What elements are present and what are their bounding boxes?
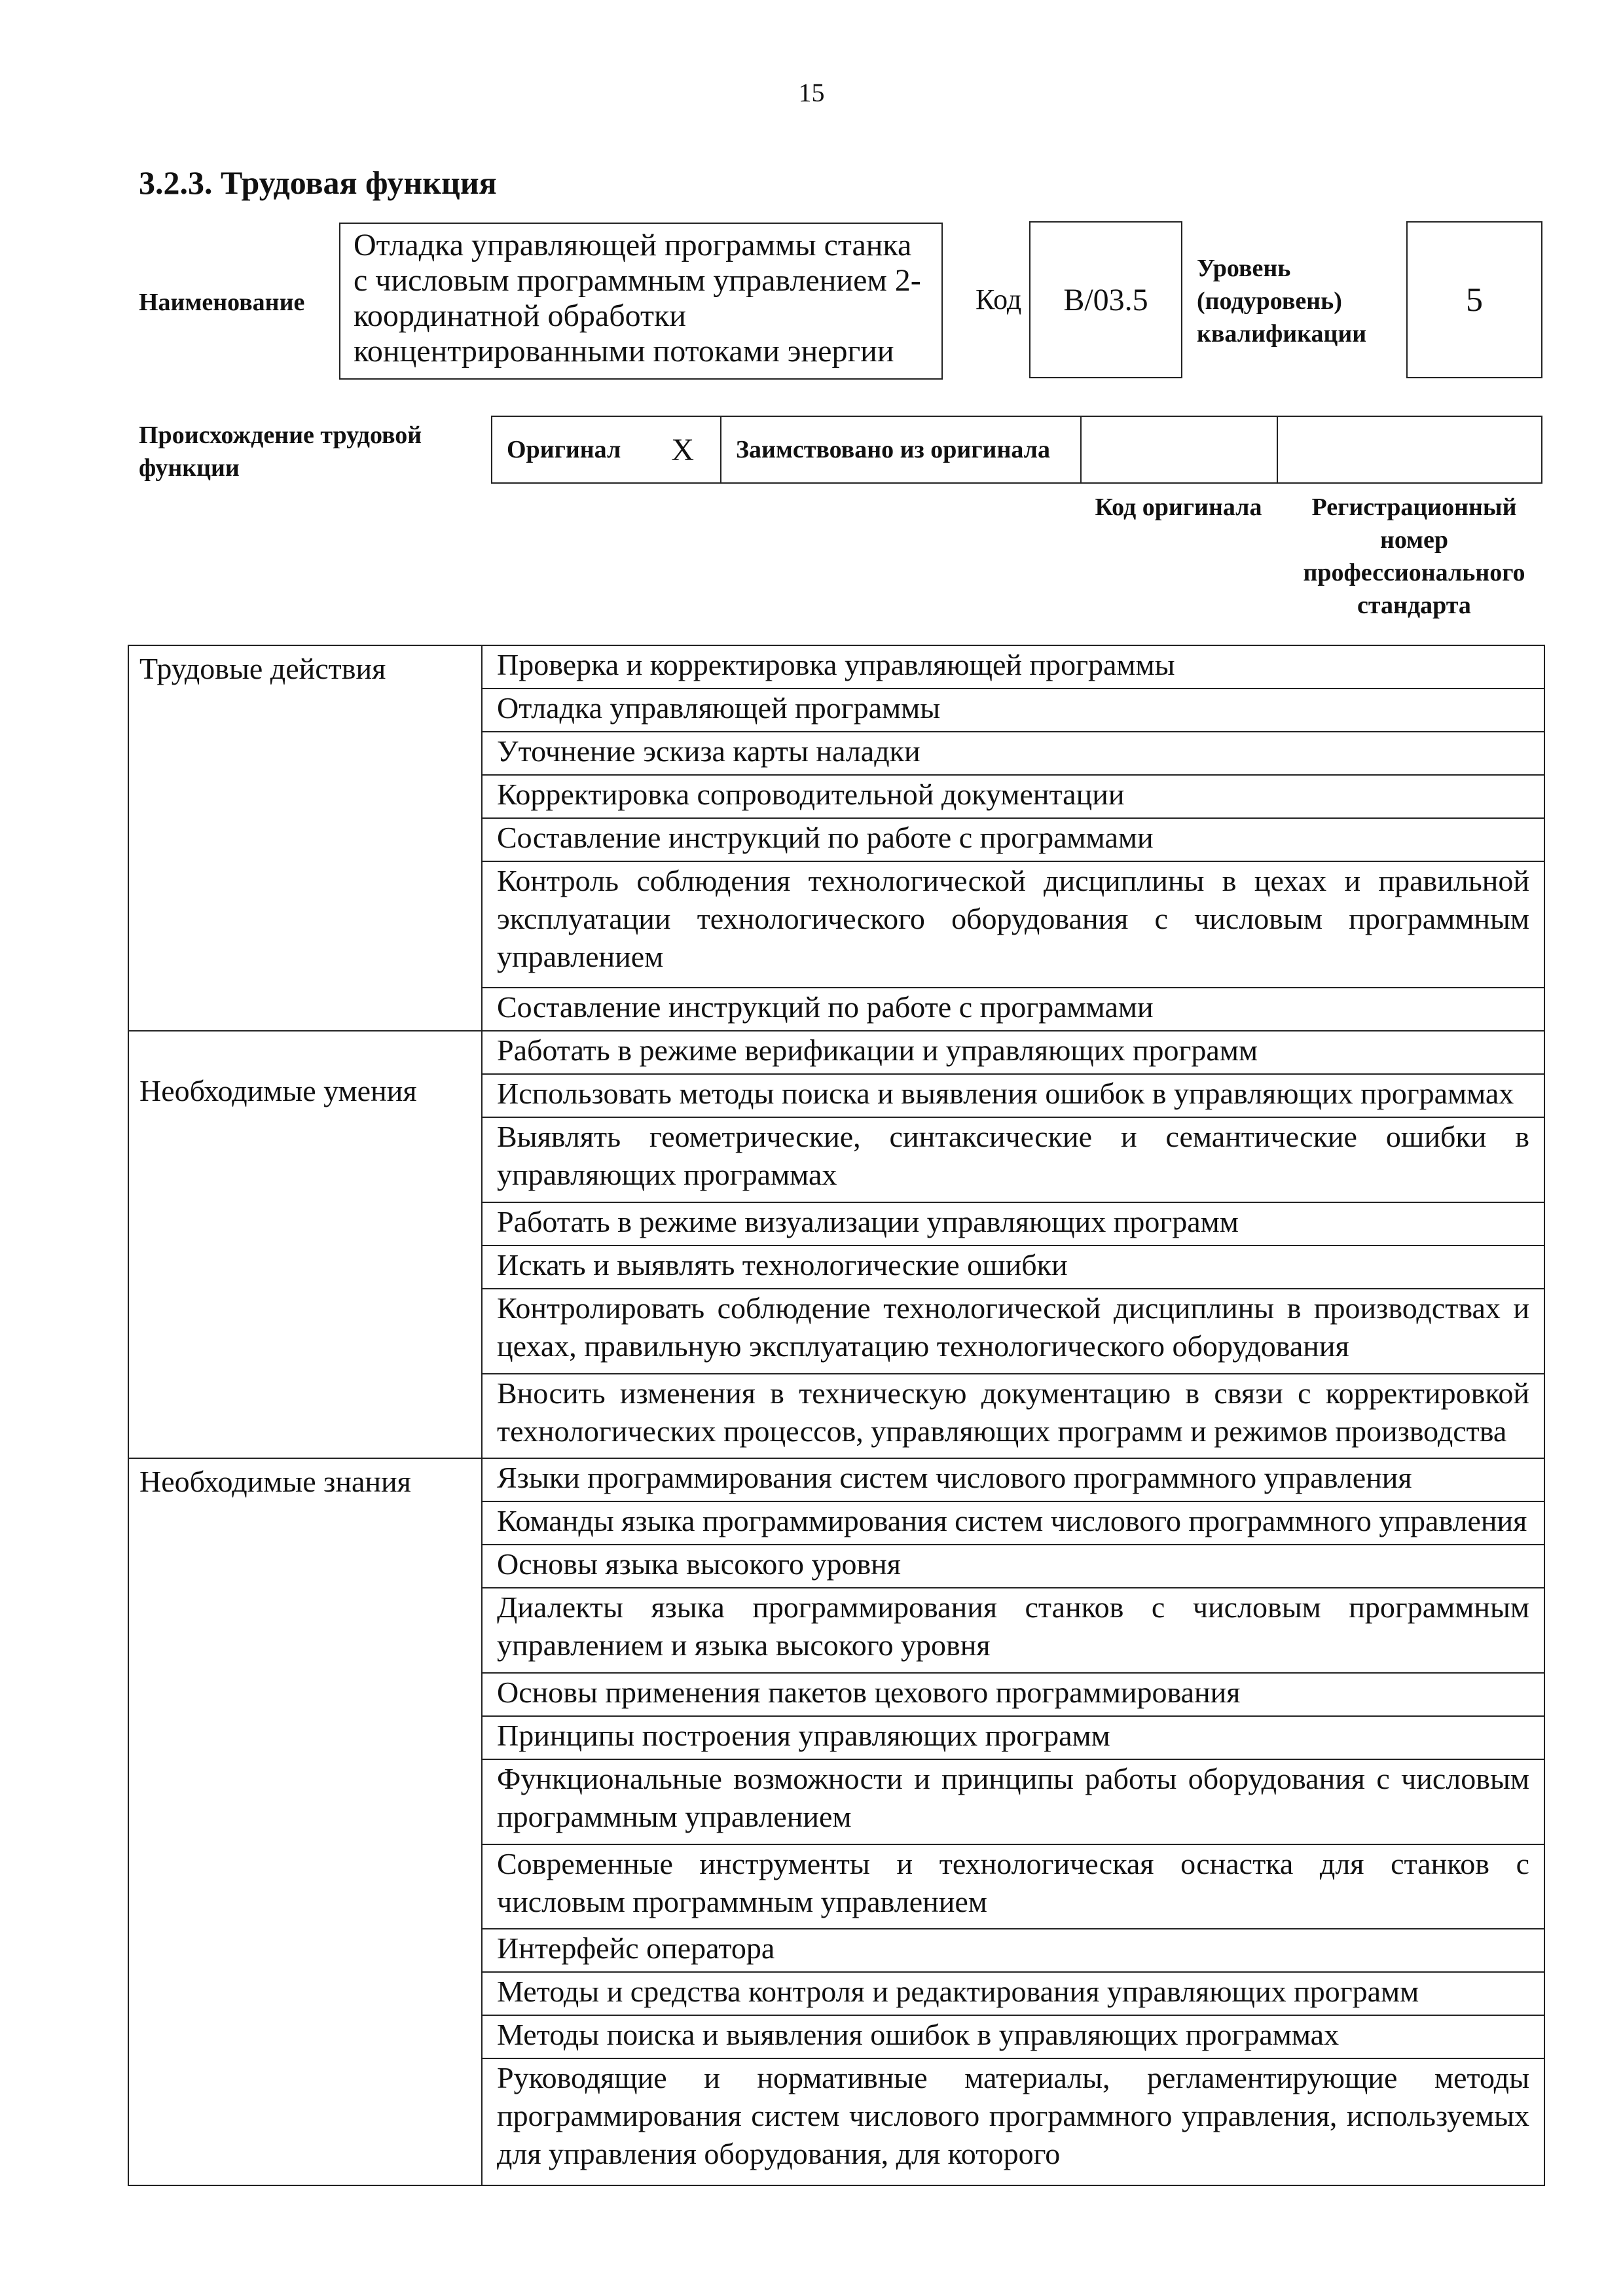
list-item: Принципы построения управляющих программ [482,1716,1544,1759]
list-item: Работать в режиме визуализации управляющих программ [482,1202,1544,1246]
list-item: Методы поиска и выявления ошибок в управляющих программах [482,2015,1544,2058]
list-item: Методы и средства контроля и редактирования управляющих программ [482,1972,1544,2015]
list-item: Диалекты языка программирования станков с числовым программным управлением и языка высокого уровня [482,1588,1544,1673]
code-box: B/03.5 [1029,221,1182,378]
list-item: Искать и выявлять технологические ошибки [482,1246,1544,1289]
origin-label: Происхождение трудовой функции [139,422,422,482]
list-item: Функциональные возможности и принципы работы оборудования с числовым программным управлением [482,1759,1544,1844]
list-item: Составление инструкций по работе с программами [482,818,1544,861]
group-title: Необходимые знания [128,1458,482,2185]
list-item: Вносить изменения в техническую документацию в связи с корректировкой технологических процессов, управляющих программ и режимов производства [482,1374,1544,1459]
name-label: Наименование [139,289,305,316]
list-item: Руководящие и нормативные материалы, регламентирующие методы программирования систем числового программного управления, используемых для управления оборудования, для которого [482,2058,1544,2185]
page-number: 15 [798,78,825,107]
list-item: Основы языка высокого уровня [482,1545,1544,1588]
list-item: Основы применения пакетов цехового программирования [482,1673,1544,1716]
list-item: Работать в режиме верификации и управляющих программ [482,1031,1544,1074]
original-label: Оригинал [507,436,621,463]
table-row [128,1031,1544,1074]
reg-number-caption: Регистрационный номер профессионального стандарта [1303,493,1525,619]
list-item: Языки программирования систем числового программного управления [482,1458,1544,1501]
group-title: Трудовые действия [128,645,482,1031]
list-item: Уточнение эскиза карты наладки [482,732,1544,775]
table-row [128,645,1544,689]
list-item: Современные инструменты и технологическая оснастка для станков с числовым программным управлением [482,1844,1544,1929]
list-item: Контролировать соблюдение технологической дисциплины в производствах и цехах, правильную эксплуатацию технологического оборудования [482,1289,1544,1374]
list-item: Корректировка сопроводительной документации [482,775,1544,818]
list-item: Использовать методы поиска и выявления ошибок в управляющих программах [482,1074,1544,1117]
original-mark: X [671,432,694,467]
list-item: Выявлять геометрические, синтаксические и семантические ошибки в управляющих программах [482,1117,1544,1202]
section-title: 3.2.3. Трудовая функция [139,164,497,201]
code-original-caption: Код оригинала [1095,493,1262,521]
origin-borrowed-cell [721,417,1082,482]
competency-table [128,645,1545,2186]
code-label: Код [976,283,1022,315]
origin-row [491,416,1542,484]
list-item: Отладка управляющей программы [482,689,1544,732]
level-box: 5 [1406,221,1542,378]
origin-code-cell [1082,417,1278,482]
function-name-box: Отладка управляющей программы станка с числовым программным управлением 2-координатной обработки концентрированными потоками энергии [339,223,943,380]
origin-reg-cell [1278,417,1541,482]
group-title: Необходимые умения [128,1031,482,1458]
origin-original-cell [492,417,721,482]
table-row [128,1458,1544,1501]
level-label: Уровень (подуровень) квалификации [1197,255,1367,348]
borrowed-label: Заимствовано из оригинала [736,436,1050,463]
list-item: Команды языка программирования систем числового программного управления [482,1501,1544,1545]
list-item: Проверка и корректировка управляющей программы [482,645,1544,689]
list-item: Контроль соблюдения технологической дисциплины в цехах и правильной эксплуатации технологического оборудования с числовым программным управлением [482,861,1544,988]
list-item: Составление инструкций по работе с программами [482,988,1544,1031]
list-item: Интерфейс оператора [482,1929,1544,1972]
